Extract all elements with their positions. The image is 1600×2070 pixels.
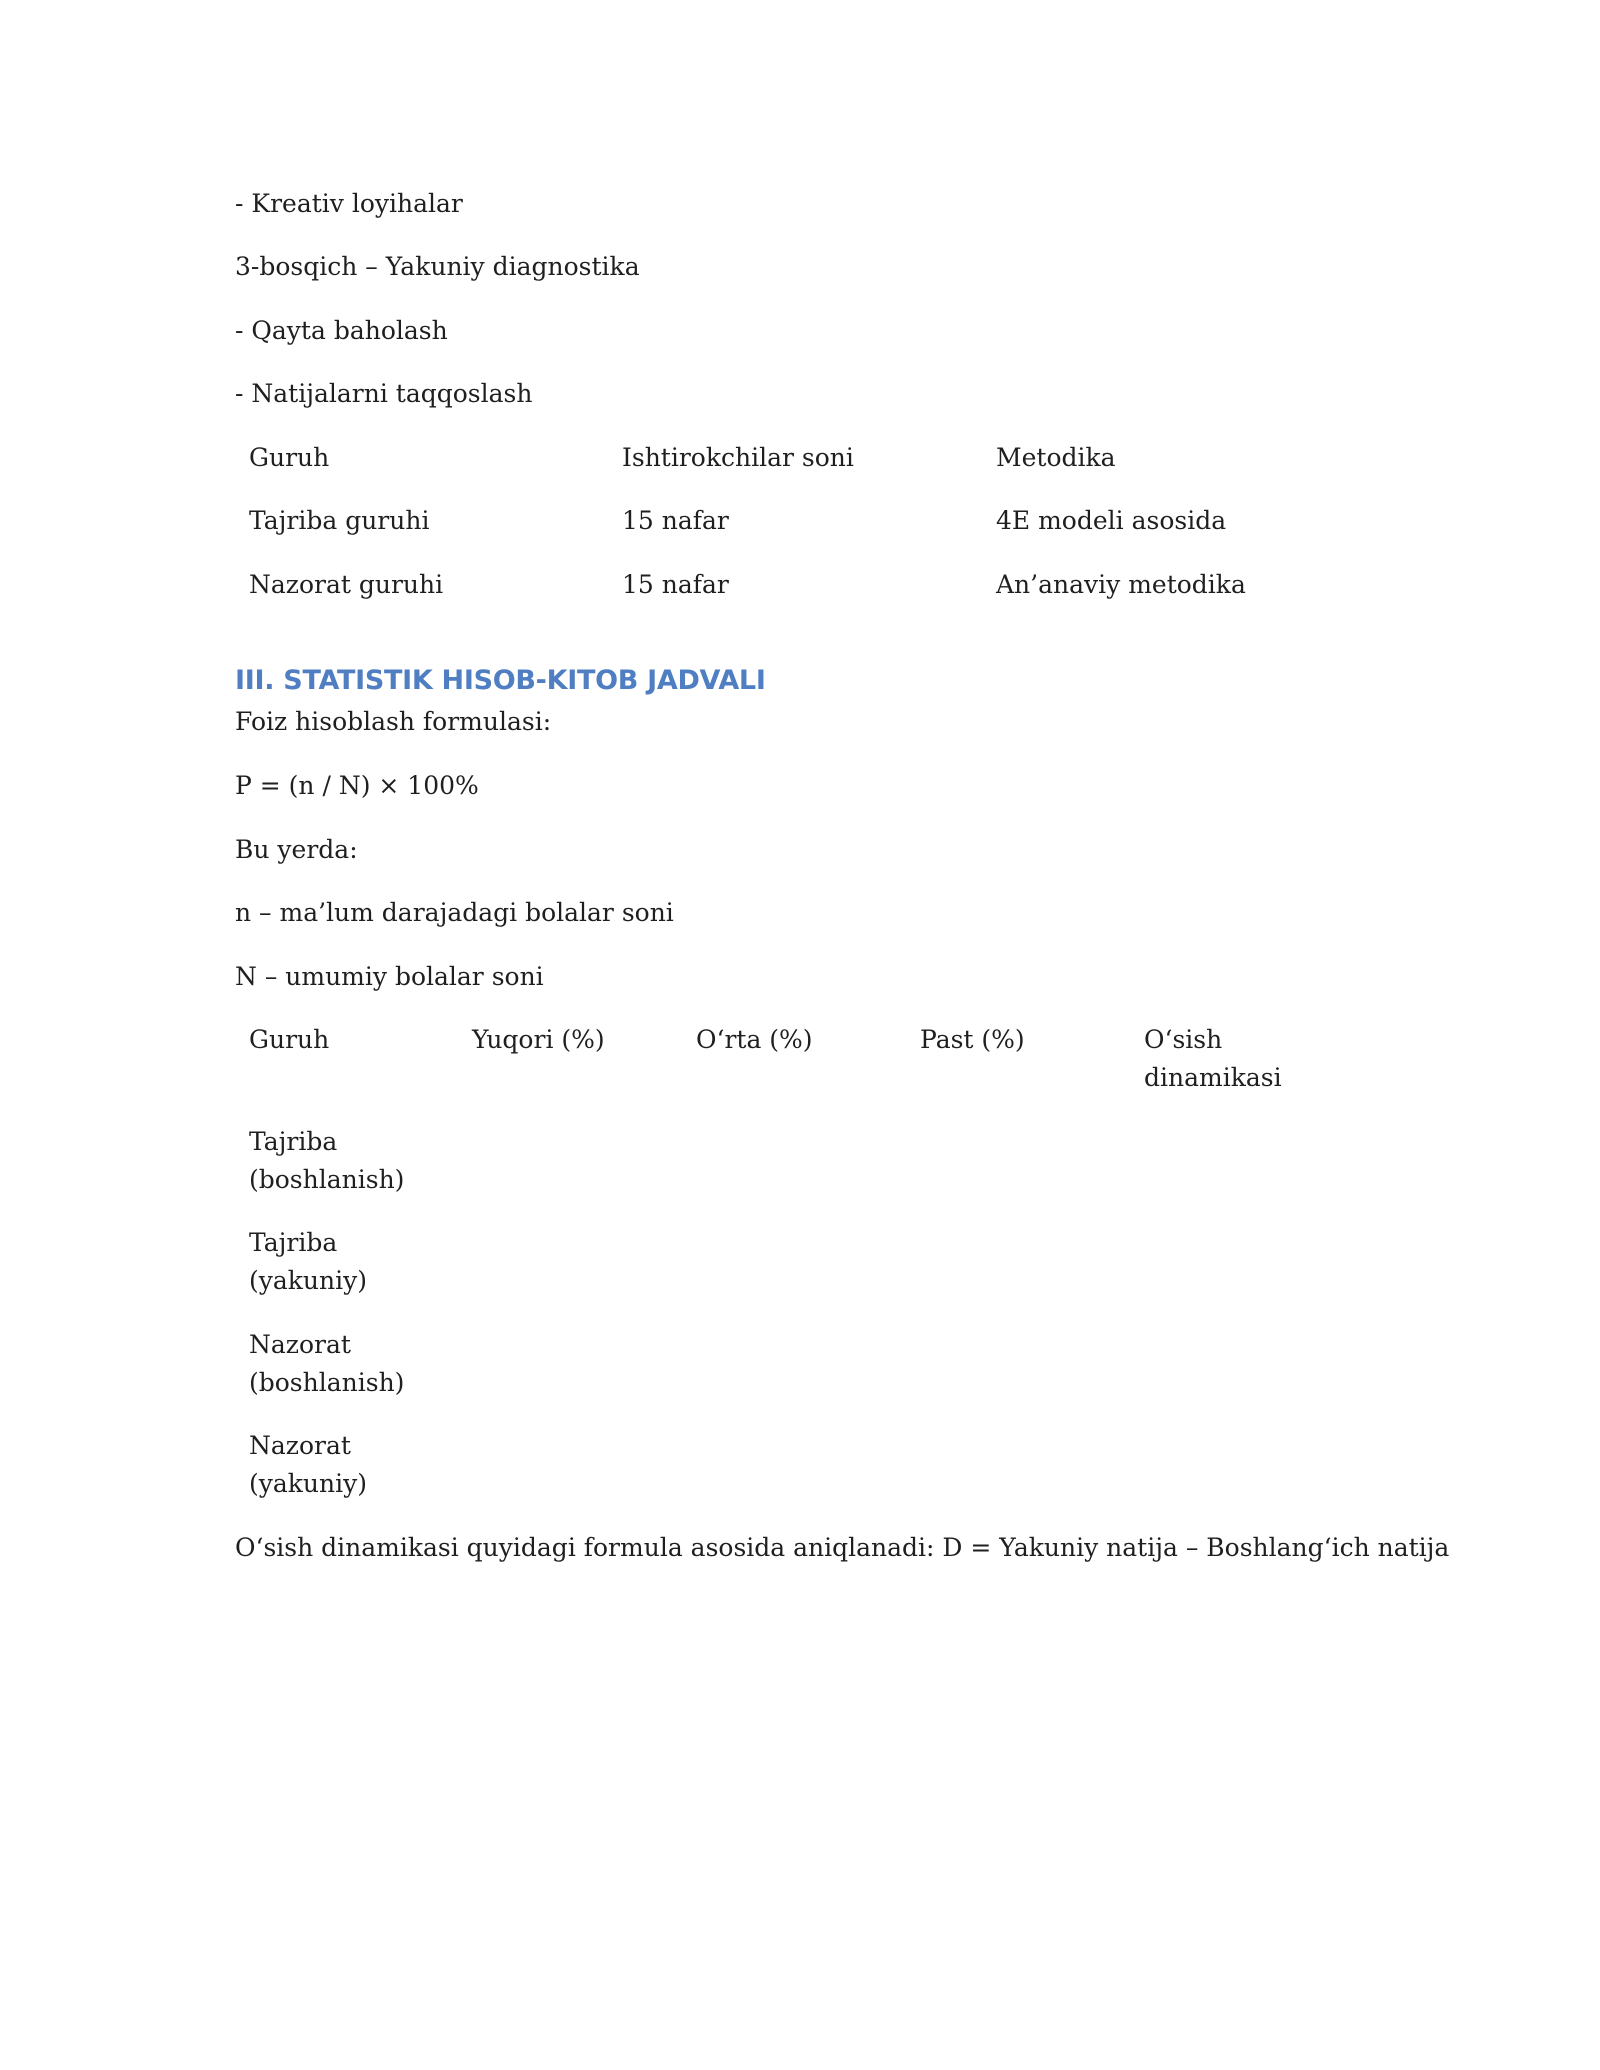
paragraph-stage-3: 3-bosqich – Yakuniy diagnostika [235,252,640,281]
table-header-cell: Guruh [249,1025,330,1054]
table-cell: Nazorat [249,1330,351,1359]
paragraph-bu-yerda: Bu yerda: [235,835,358,864]
table-header-cell: Metodika [996,443,1116,472]
table-cell: An’anaviy metodika [996,570,1246,599]
table-cell: 15 nafar [622,570,729,599]
paragraph-N-definition: N – umumiy bolalar soni [235,962,544,991]
table-cell: Nazorat guruhi [249,570,444,599]
table-header-cell: O‘sish [1144,1025,1223,1054]
paragraph-formula-intro: Foiz hisoblash formulasi: [235,707,552,736]
table-cell: 4E modeli asosida [996,506,1227,535]
table-header-cell: Ishtirokchilar soni [622,443,854,472]
table-cell: Nazorat [249,1431,351,1460]
section-heading: III. STATISTIK HISOB-KITOB JADVALI [235,665,766,696]
table-cell: (yakuniy) [249,1469,368,1498]
table-header-cell: Guruh [249,443,330,472]
table-cell: (yakuniy) [249,1266,368,1295]
paragraph-n-definition: n – ma’lum darajadagi bolalar soni [235,898,674,927]
paragraph-growth-formula: O‘sish dinamikasi quyidagi formula asosida aniqlanadi: D = Yakuniy natija – Boshlang‘ich natija [235,1533,1450,1562]
paragraph-kreativ-loyihalar: - Kreativ loyihalar [235,189,463,218]
table-cell: (boshlanish) [249,1165,405,1194]
table-cell: 15 nafar [622,506,729,535]
paragraph-formula: P = (n / N) × 100% [235,771,479,800]
table-header-cell: Yuqori (%) [472,1025,605,1054]
table-header-cell: dinamikasi [1144,1063,1282,1092]
table-cell: Tajriba guruhi [249,506,430,535]
paragraph-natijalarni-taqqoslash: - Natijalarni taqqoslash [235,379,533,408]
table-cell: (boshlanish) [249,1368,405,1397]
table-cell: Tajriba [249,1127,338,1156]
table-cell: Tajriba [249,1228,338,1257]
table-header-cell: O‘rta (%) [696,1025,813,1054]
table-header-cell: Past (%) [920,1025,1025,1054]
paragraph-qayta-baholash: - Qayta baholash [235,316,448,345]
